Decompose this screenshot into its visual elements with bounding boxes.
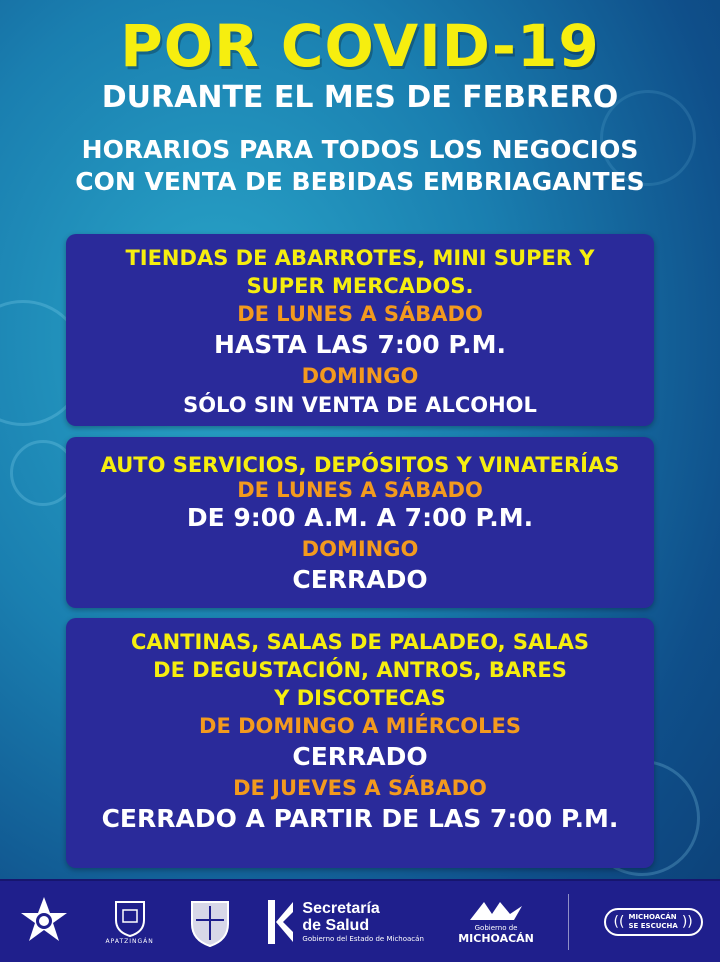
category-label: AUTO SERVICIOS, DEPÓSITOS Y VINATERÍAS [100, 453, 620, 477]
municipal-crest-logo [188, 896, 232, 948]
header [0, 14, 720, 198]
schedule-text: CERRADO [292, 565, 428, 594]
salud-k-icon [266, 898, 296, 946]
day-label: DOMINGO [301, 537, 419, 561]
category-label: CANTINAS, SALAS DE PALADEO, SALAS [130, 630, 590, 654]
category-label: SUPER MERCADOS. [246, 274, 474, 298]
schedule-text: HASTA LAS 7:00 P.M. [214, 330, 506, 359]
day-label: DE JUEVES A SÁBADO [233, 776, 487, 800]
day-label: DOMINGO [301, 364, 419, 388]
gobierno-main: MICHOACÁN [458, 932, 534, 945]
schedule-text: DE 9:00 A.M. A 7:00 P.M. [186, 503, 534, 532]
day-label: DE DOMINGO A MIÉRCOLES [199, 714, 521, 738]
schedule-box-abarrotes [66, 234, 654, 426]
salud-line-2: de Salud [302, 916, 370, 934]
secretaria-salud-logo [266, 898, 423, 946]
day-label: DE LUNES A SÁBADO [237, 478, 483, 502]
schedule-box-autoservicios [66, 437, 654, 608]
schedule-box-cantinas [66, 618, 654, 868]
category-label: TIENDAS DE ABARROTES, MINI SUPER Y [125, 246, 595, 270]
salud-line-1: Secretaría [302, 899, 380, 917]
schedule-text: SÓLO SIN VENTA DE ALCOHOL [183, 393, 537, 417]
apatzingan-label: APATZINGÁN [105, 938, 154, 945]
sound-wave-icon: )) [681, 913, 693, 930]
schedule-text: CERRADO [292, 742, 428, 771]
michoacan-bird-icon [466, 898, 526, 924]
page-subtitle: DURANTE EL MES DE FEBRERO [101, 80, 619, 115]
category-label: Y DISCOTECAS [274, 686, 446, 710]
gobierno-michoacan-logo [458, 898, 534, 945]
escucha-line-2: SE ESCUCHA [628, 921, 678, 930]
page-title: POR COVID-19 [120, 12, 600, 80]
sound-wave-icon: (( [613, 913, 625, 930]
heading-line-2: CON VENTA DE BEBIDAS EMBRIAGANTES [75, 167, 645, 196]
apatzingan-shield-icon [110, 898, 150, 938]
footer-logos [0, 879, 720, 962]
gobierno-sub: Gobierno de [474, 924, 518, 932]
category-label: DE DEGUSTACIÓN, ANTROS, BARES [153, 658, 567, 682]
salud-sub: Gobierno del Estado de Michoacán [302, 934, 424, 943]
footer-divider [568, 894, 569, 950]
police-star-logo [17, 895, 71, 949]
heading-line-1: HORARIOS PARA TODOS LOS NEGOCIOS [81, 135, 639, 164]
escucha-line-1: MICHOACÁN [628, 912, 677, 921]
schedule-text: CERRADO A PARTIR DE LAS 7:00 P.M. [101, 804, 619, 833]
day-label: DE LUNES A SÁBADO [237, 302, 483, 326]
michoacan-se-escucha-logo [604, 908, 703, 936]
apatzingan-logo [105, 898, 153, 945]
